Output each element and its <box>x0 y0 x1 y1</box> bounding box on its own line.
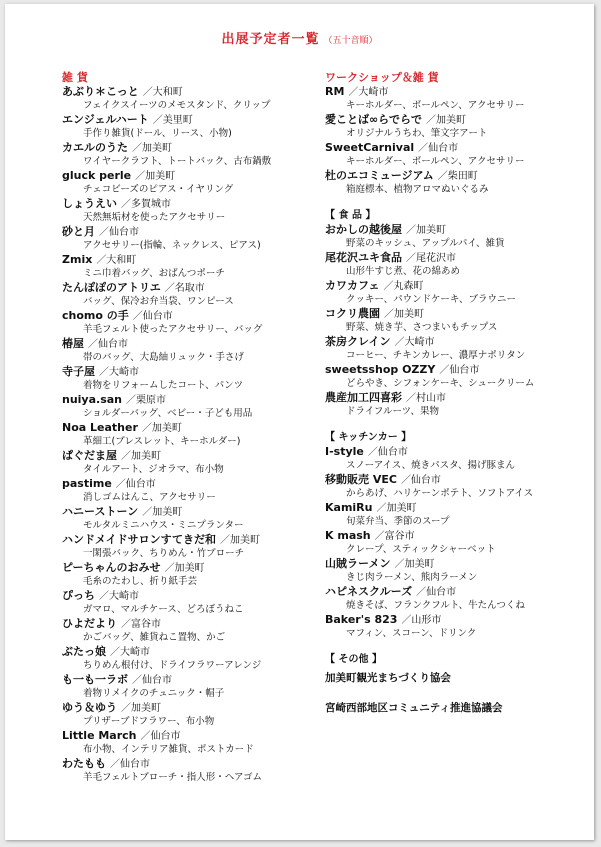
exhibitor-name-text: カワカフェ <box>325 279 380 292</box>
exhibitor-name <box>325 473 565 487</box>
exhibitor-description: 消しゴムはんこ、アクセサリー <box>83 492 216 503</box>
exhibitor-name <box>62 393 312 407</box>
exhibitor-name <box>62 449 312 463</box>
exhibitor-location: ／加美町 <box>376 503 417 514</box>
exhibitor-description: 焼きそば、フランクフルト、牛たんつくね <box>346 600 525 611</box>
exhibitor-name <box>325 223 565 237</box>
exhibitor-location: ／大和町 <box>96 255 137 266</box>
exhibitor-description: タイルアート、ジオラマ、布小物 <box>83 464 224 475</box>
page-title <box>5 28 594 47</box>
other-list <box>325 671 565 715</box>
section-heading-kitchen-car: 【 キッチンカー 】 <box>325 432 412 443</box>
exhibitor-name-text: 尾花沢ユキ食品 <box>325 251 402 264</box>
exhibitor-description: 野菜のキッシュ、アップルパイ、雑貨 <box>346 238 505 249</box>
exhibitor-name <box>62 337 312 351</box>
exhibitor-name <box>325 113 565 127</box>
exhibitor-name-text: たんぽぽのアトリエ <box>62 281 161 294</box>
exhibitor-description: 羊毛フェルトブローチ・指人形・ヘアゴム <box>83 772 262 783</box>
exhibitor-name <box>62 281 312 295</box>
right-column <box>325 71 565 715</box>
exhibitor-location: ／加美町 <box>220 535 260 546</box>
exhibitor-description: ドライフルーツ、果物 <box>346 406 440 417</box>
exhibitor-location: ／加美町 <box>394 559 435 570</box>
exhibitor-location: ／仙台市 <box>140 731 181 742</box>
exhibitor-name-text: 砂と月 <box>62 225 95 238</box>
exhibitor-name-text: pastime <box>62 477 112 490</box>
exhibitor-location: ／仙台市 <box>367 447 408 458</box>
exhibitor-location: ／加美町 <box>406 225 446 236</box>
exhibitor-name <box>325 585 565 599</box>
food-list <box>325 223 565 418</box>
exhibitor-name-text: ぴっち <box>62 589 95 602</box>
exhibitor-name <box>325 307 565 321</box>
exhibitor-name-text: カエルのうた <box>62 141 128 154</box>
workshop-list <box>325 85 565 196</box>
exhibitor-location: ／加美町 <box>164 563 205 574</box>
exhibitor-name-text: RM <box>325 85 345 98</box>
title-subtitle: （五十音順） <box>323 36 378 46</box>
exhibitor-location: ／仙台市 <box>132 311 173 322</box>
exhibitor-name-text: KamiRu <box>325 501 373 514</box>
exhibitor-name <box>62 225 312 239</box>
zakka-list <box>62 85 312 784</box>
exhibitor-name-text: K mash <box>325 529 371 542</box>
exhibitor-location: ／加美町 <box>121 451 161 462</box>
exhibitor-description: かごバッグ、雑貨ねこ置物、かご <box>83 632 226 643</box>
exhibitor-name <box>325 279 565 293</box>
exhibitor-description: 着物をリフォームしたコート、パンツ <box>83 380 244 391</box>
exhibitor-name <box>325 445 565 459</box>
exhibitor-location: ／加美町 <box>121 703 161 714</box>
exhibitor-name-text: ハンドメイドサロンすてきだ和 <box>62 533 216 546</box>
exhibitor-name-text: SweetCarnival <box>325 141 415 154</box>
exhibitor-location: ／仙台市 <box>88 339 128 350</box>
left-column <box>62 71 312 785</box>
exhibitor-name-text: nuiya.san <box>62 393 123 406</box>
exhibitor-location: ／加美町 <box>135 171 176 182</box>
exhibitor-name <box>62 701 312 715</box>
exhibitor-description: 羊毛フェルト使ったアクセサリー、バッグ <box>83 324 263 335</box>
exhibitor-location: ／仙台市 <box>110 759 150 770</box>
exhibitor-location: ／多賀城市 <box>121 199 171 210</box>
exhibitor-name-text: ぱぐだま屋 <box>62 449 117 462</box>
exhibitor-name <box>62 617 312 631</box>
exhibitor-name-text: おかしの越後屋 <box>325 223 402 236</box>
exhibitor-location: ／仙台市 <box>99 227 139 238</box>
section-heading-other: 【 その他 】 <box>325 654 382 665</box>
exhibitor-location: ／仙台市 <box>400 475 441 486</box>
exhibitor-name <box>62 673 312 687</box>
exhibitor-location: ／加美町 <box>132 143 172 154</box>
exhibitor-name-text: 杜のエコミュージアム <box>325 169 434 182</box>
exhibitor-name <box>325 613 565 627</box>
exhibitor-name-text: しょうえい <box>62 197 117 210</box>
exhibitor-name <box>62 197 312 211</box>
exhibitor-name <box>325 391 565 405</box>
exhibitor-description: 山形牛すじ煮、花の綿あめ <box>346 266 461 277</box>
exhibitor-description: ちりめん根付け、ドライフラワーアレンジ <box>83 660 262 671</box>
exhibitor-description: 箱庭標本、植物アロマぬいぐるみ <box>346 184 489 195</box>
exhibitor-description: コーヒー、チキンカレー、濃厚ナポリタン <box>346 350 526 361</box>
exhibitor-location: ／柴田町 <box>437 171 478 182</box>
exhibitor-name <box>62 645 312 659</box>
exhibitor-name-text: ピーちゃんのおみせ <box>62 561 161 574</box>
exhibitor-location: ／加美町 <box>384 309 424 320</box>
exhibitor-name-text: わたもも <box>62 757 106 770</box>
exhibitor-description: からあげ、ハリケーンポテト、ソフトアイス <box>346 488 534 499</box>
exhibitor-location: ／名取市 <box>164 283 205 294</box>
exhibitor-name <box>325 557 565 571</box>
exhibitor-name-text: I-style <box>325 445 364 458</box>
exhibitor-name-text: 山賊ラーメン <box>325 557 391 570</box>
exhibitor-name-text: chomo の手 <box>62 309 129 322</box>
exhibitor-name <box>62 533 312 547</box>
exhibitor-description: ワイヤークラフト、トートバック、古布鍋敷 <box>83 156 272 167</box>
kitchen-car-list <box>325 445 565 640</box>
exhibitor-name-text: Noa Leather <box>62 421 138 434</box>
exhibitor-location: ／仙台市 <box>416 587 457 598</box>
exhibitor-name-text: ぶたっ娘 <box>62 645 106 658</box>
organization-name: 宮崎西部地区コミュニティ推進協議会 <box>325 702 503 714</box>
exhibitor-name-text: Zmix <box>62 253 93 266</box>
exhibitor-description: どらやき、シフォンケーキ、シュークリーム <box>346 378 535 389</box>
exhibitor-name <box>62 141 312 155</box>
exhibitor-description: ガマロ、マルチケース、どろぼうねこ <box>83 604 244 615</box>
exhibitor-name-text: ゆう＆ゆう <box>62 701 117 714</box>
exhibitor-name-text: 移動販売 VEC <box>325 473 397 486</box>
exhibitor-description: フェイクスイーツのメモスタンド、クリップ <box>83 100 271 111</box>
exhibitor-location: ／大崎市 <box>394 337 435 348</box>
exhibitor-name <box>62 505 312 519</box>
exhibitor-location: ／加美町 <box>141 423 182 434</box>
exhibitor-description: アクセサリー(指輪、ネックレス、ピアス) <box>83 240 261 251</box>
exhibitor-name <box>325 141 565 155</box>
exhibitor-name-text: ハピネスクルーズ <box>325 585 413 598</box>
exhibitor-name-text: gluck perle <box>62 169 132 182</box>
exhibitor-location: ／村山市 <box>406 393 446 404</box>
organization-name: 加美町観光まちづくり協会 <box>325 672 451 684</box>
exhibitor-location: ／大崎市 <box>348 87 389 98</box>
exhibitor-name-text: 茶房クレイン <box>325 335 391 348</box>
exhibitor-location: ／仙台市 <box>439 365 480 376</box>
exhibitor-location: ／富谷市 <box>121 619 161 630</box>
document-page <box>5 4 594 840</box>
exhibitor-description: 布小物、インテリア雑貨、ポストカード <box>83 744 254 755</box>
exhibitor-description: バッグ、保冷お弁当袋、ワンピース <box>83 296 234 307</box>
exhibitor-name <box>325 529 565 543</box>
exhibitor-location: ／山形市 <box>401 615 442 626</box>
exhibitor-name <box>325 85 565 99</box>
exhibitor-location: ／大崎市 <box>99 591 139 602</box>
exhibitor-location: ／大崎市 <box>110 647 150 658</box>
exhibitor-description: ショルダーバッグ、ベビー・子ども用品 <box>83 408 253 419</box>
exhibitor-name <box>62 477 312 491</box>
exhibitor-location: ／尾花沢市 <box>406 253 456 264</box>
exhibitor-description: マフィン、スコーン、ドリンク <box>346 628 477 639</box>
exhibitor-name <box>325 501 565 515</box>
exhibitor-name <box>62 729 312 743</box>
exhibitor-description: オリジナルうちわ、筆文字アート <box>346 128 488 139</box>
exhibitor-name <box>62 85 312 99</box>
exhibitor-name-text: 椿屋 <box>62 337 84 350</box>
exhibitor-name <box>325 169 565 183</box>
exhibitor-name <box>62 309 312 323</box>
exhibitor-description: 毛糸のたわし、折り紙手芸 <box>83 576 198 587</box>
exhibitor-location: ／大崎市 <box>99 367 139 378</box>
exhibitor-name <box>62 169 312 183</box>
exhibitor-description: 旬菜弁当、季節のスープ <box>346 516 450 527</box>
exhibitor-name-text: sweetsshop OZZY <box>325 363 436 376</box>
exhibitor-name-text: エンジェルハート <box>62 113 149 126</box>
exhibitor-description: 野菜、焼き芋、さつまいもチップス <box>346 322 498 333</box>
exhibitor-name <box>62 253 312 267</box>
exhibitor-name-text: ハニーストーン <box>62 505 139 518</box>
section-heading-zakka: 雑 貨 <box>62 71 88 84</box>
exhibitor-name-text: も一も一ラボ <box>62 673 128 686</box>
exhibitor-description: モルタルミニハウス・ミニプランター <box>83 520 244 531</box>
exhibitor-name <box>325 363 565 377</box>
exhibitor-name-text: コクリ農園 <box>325 307 380 320</box>
exhibitor-name-text: 寺子屋 <box>62 365 95 378</box>
exhibitor-description: チェコビーズのピアス・イヤリング <box>83 184 234 195</box>
exhibitor-name-text: Baker's 823 <box>325 613 398 626</box>
exhibitor-description: スノーアイス、焼きパスタ、揚げ豚まん <box>346 460 516 471</box>
exhibitor-name <box>62 561 312 575</box>
exhibitor-name-text: ひよだより <box>62 617 117 630</box>
exhibitor-description: 帯のバッグ、大島紬リュック・手さげ <box>83 352 244 363</box>
exhibitor-description: キーホルダー、ボールペン、アクセサリー <box>346 100 525 111</box>
exhibitor-location: ／仙台市 <box>418 143 459 154</box>
exhibitor-name <box>325 335 565 349</box>
exhibitor-name <box>62 113 312 127</box>
exhibitor-description: きじ肉ラーメン、熊肉ラーメン <box>346 572 478 583</box>
exhibitor-description: 一閑張バック、ちりめん・竹ブローチ <box>83 548 245 559</box>
exhibitor-description: プリザーブドフラワー、布小物 <box>83 716 215 727</box>
exhibitor-location: ／仙台市 <box>132 675 172 686</box>
exhibitor-description: キーホルダー、ボールペン、アクセサリー <box>346 156 525 167</box>
exhibitor-location: ／栗原市 <box>126 395 167 406</box>
section-heading-workshop: ワークショップ＆雑 貨 <box>325 71 439 84</box>
exhibitor-name <box>325 251 565 265</box>
exhibitor-name <box>62 365 312 379</box>
exhibitor-name-text: あぶり＊こっと <box>62 85 139 98</box>
exhibitor-description: クレープ、スティックシャーベット <box>346 544 496 555</box>
title-text: 出展予定者一覧 <box>221 32 320 47</box>
exhibitor-description: クッキー、パウンドケーキ、ブラウニー <box>346 294 517 305</box>
exhibitor-name-text: Little March <box>62 729 137 742</box>
exhibitor-name <box>62 421 312 435</box>
section-heading-food: 【 食 品 】 <box>325 210 376 221</box>
exhibitor-location: ／丸森町 <box>383 281 424 292</box>
exhibitor-description: 天然無垢材を使ったアクセサリー <box>83 212 226 223</box>
exhibitor-location: ／大和町 <box>142 87 183 98</box>
exhibitor-location: ／富谷市 <box>374 531 415 542</box>
exhibitor-description: 着物リメイクのチュニック・帽子 <box>83 688 225 699</box>
exhibitor-name <box>62 757 312 771</box>
exhibitor-location: ／仙台市 <box>115 479 156 490</box>
exhibitor-location: ／加美町 <box>142 507 183 518</box>
exhibitor-name-text: 愛ことば∞らでらで <box>325 113 422 126</box>
exhibitor-name <box>62 589 312 603</box>
exhibitor-name-text: 農産加工四喜彩 <box>325 391 402 404</box>
exhibitor-description: 革細工(ブレスレット、キーホルダー) <box>83 436 241 447</box>
exhibitor-description: ミニ巾着バッグ、おばんつポーチ <box>83 268 225 279</box>
exhibitor-location: ／加美町 <box>425 115 466 126</box>
exhibitor-location: ／美里町 <box>152 115 193 126</box>
exhibitor-description: 手作り雑貨(ドール、リース、小物) <box>83 128 232 139</box>
